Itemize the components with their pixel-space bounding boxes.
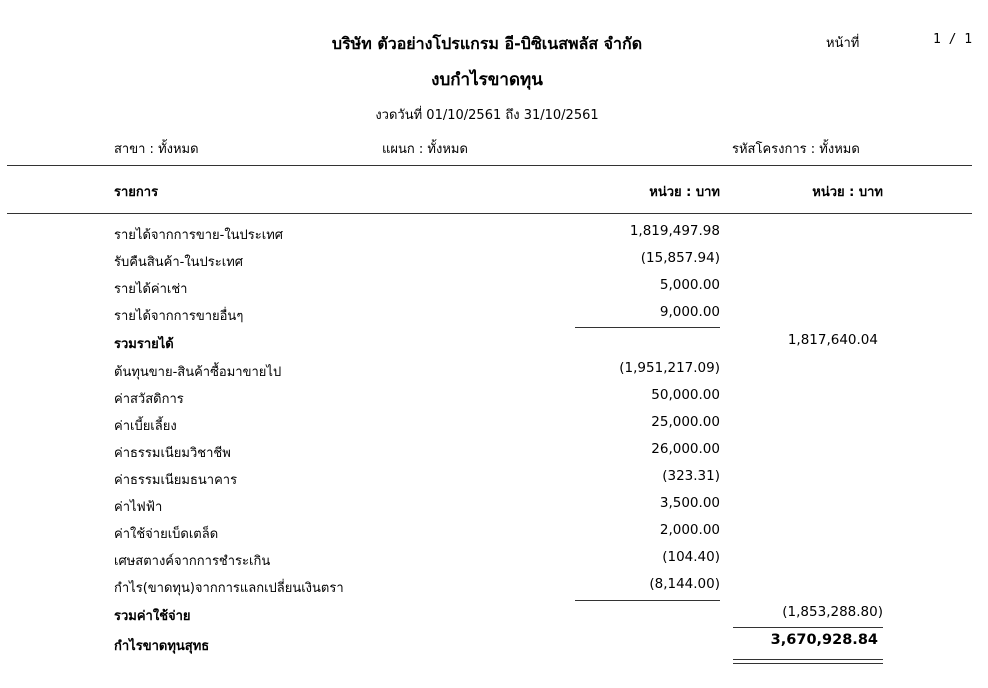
revenue-item-amount: 9,000.00 bbox=[659, 304, 720, 320]
expense-item-label: ค่าเบี้ยเลี้ยง bbox=[114, 419, 177, 434]
expense-subtotal-rule bbox=[575, 600, 720, 601]
report-period: งวดวันที่ 01/10/2561 ถึง 31/10/2561 bbox=[375, 108, 599, 123]
revenue-item-amount: (15,857.94) bbox=[640, 250, 720, 266]
header-bottom-divider bbox=[7, 213, 972, 214]
revenue-item-label: รายได้ค่าเช่า bbox=[114, 282, 188, 297]
net-profit-double-rule-top bbox=[733, 659, 883, 660]
expense-item-label: เศษสตางค์จากการชำระเกิน bbox=[114, 554, 271, 569]
header-top-divider bbox=[7, 165, 972, 166]
department-filter: แผนก : ทั้งหมด bbox=[382, 142, 468, 157]
report-title: งบกำไรขาดทุน bbox=[431, 70, 543, 90]
expense-item-label: กำไร(ขาดทุน)จากการแลกเปลี่ยนเงินตรา bbox=[114, 581, 344, 596]
net-profit-amount: 3,670,928.84 bbox=[770, 632, 878, 648]
net-profit-label: กำไรขาดทุนสุทธ bbox=[114, 639, 210, 654]
page-number: 1 / 1 bbox=[933, 32, 973, 47]
project-filter: รหัสโครงการ : ทั้งหมด bbox=[732, 142, 860, 157]
revenue-total-amount: 1,817,640.04 bbox=[787, 332, 878, 348]
revenue-subtotal-rule bbox=[575, 327, 720, 328]
expense-item-amount: 2,000.00 bbox=[659, 522, 720, 538]
expense-item-label: ค่าธรรมเนียมวิชาชีพ bbox=[114, 446, 231, 461]
expense-item-label: ค่าไฟฟ้า bbox=[114, 500, 163, 515]
branch-filter: สาขา : ทั้งหมด bbox=[114, 142, 199, 157]
company-name: บริษัท ตัวอย่างโปรแกรม อี-บิซิเนสพลัส จำกัด bbox=[331, 34, 643, 53]
revenue-item-label: รายได้จากการขายอื่นๆ bbox=[114, 309, 244, 324]
column-header-unit1: หน่วย : บาท bbox=[649, 185, 720, 200]
revenue-item-label: รับคืนสินค้า-ในประเทศ bbox=[114, 255, 244, 270]
column-header-item: รายการ bbox=[114, 185, 159, 200]
revenue-item-amount: 5,000.00 bbox=[659, 277, 720, 293]
net-profit-top-rule bbox=[733, 627, 883, 628]
revenue-total-label: รวมรายได้ bbox=[114, 337, 174, 352]
expense-total-amount: (1,853,288.80) bbox=[782, 604, 883, 620]
expense-item-amount: (323.31) bbox=[662, 468, 720, 484]
net-profit-double-rule-bottom bbox=[733, 663, 883, 664]
expense-item-label: ต้นทุนขาย-สินค้าซื้อมาขายไป bbox=[114, 365, 282, 380]
revenue-item-label: รายได้จากการขาย-ในประเทศ bbox=[114, 228, 284, 243]
expense-item-label: ค่าใช้จ่ายเบ็ดเตล็ด bbox=[114, 527, 219, 542]
expense-item-amount: (8,144.00) bbox=[649, 576, 720, 592]
expense-item-label: ค่าสวัสดิการ bbox=[114, 392, 184, 407]
column-header-unit2: หน่วย : บาท bbox=[812, 185, 883, 200]
page-label: หน้าที่ bbox=[826, 36, 860, 51]
expense-item-amount: (104.40) bbox=[662, 549, 720, 565]
expense-total-label: รวมค่าใช้จ่าย bbox=[114, 609, 191, 624]
expense-item-amount: 50,000.00 bbox=[651, 387, 720, 403]
expense-item-amount: 25,000.00 bbox=[651, 414, 720, 430]
expense-item-amount: 26,000.00 bbox=[651, 441, 720, 457]
expense-item-amount: 3,500.00 bbox=[659, 495, 720, 511]
expense-item-label: ค่าธรรมเนียมธนาคาร bbox=[114, 473, 238, 488]
expense-item-amount: (1,951,217.09) bbox=[619, 360, 720, 376]
revenue-item-amount: 1,819,497.98 bbox=[629, 223, 720, 239]
